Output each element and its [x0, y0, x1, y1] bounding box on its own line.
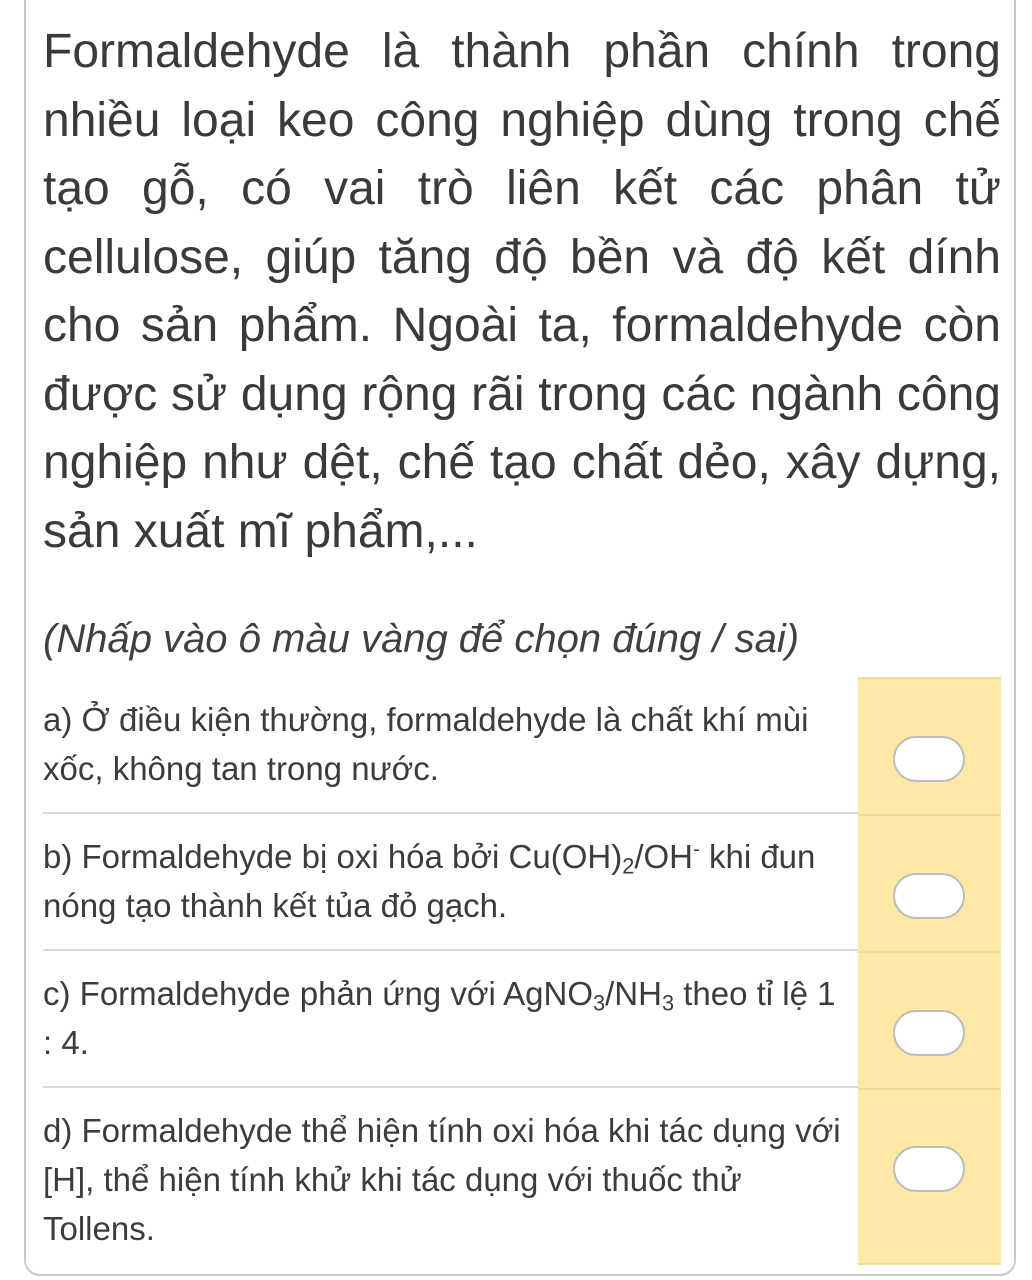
answer-cell-d[interactable] [858, 1088, 1001, 1265]
answer-toggle-d[interactable] [893, 1146, 965, 1192]
answer-cell-b[interactable] [858, 814, 1001, 951]
answer-toggle-a[interactable] [893, 736, 965, 782]
question-passage: Formaldehyde là thành phần chính trong nhiều loại keo công nghiệp dùng trong chế tạo gỗ, có vai trò liên kết các phân tử cellulose, giúp tăng độ bền và độ kết dính cho sản phẩm. Ngoài ta, formaldehyde còn được sử dụng rộng rãi trong các ngành công nghiệp như dệt, chế tạo chất dẻo, xây dựng, sản xuất mĩ phẩm,... [43, 25, 1001, 558]
answer-cell-a[interactable] [858, 677, 1001, 814]
statement-text-a: a) Ở điều kiện thường, formaldehyde là chất khí mùi xốc, không tan trong nước. [43, 701, 809, 787]
true-false-statements [43, 677, 1001, 1265]
statement-row-c [43, 951, 1001, 1088]
answer-cell-c[interactable] [858, 951, 1001, 1088]
statement-row-a [43, 677, 1001, 814]
statement-row-b [43, 814, 1001, 951]
instruction-text: (Nhấp vào ô màu vàng để chọn đúng / sai) [43, 617, 800, 661]
statement-row-d [43, 1088, 1001, 1265]
answer-toggle-b[interactable] [893, 873, 965, 919]
statement-text-d: d) Formaldehyde thể hiện tính oxi hóa khi tác dụng với [H], thể hiện tính khử khi tác dụng với thuốc thử Tollens. [43, 1112, 841, 1247]
statement-text-b: b) Formaldehyde bị oxi hóa bởi $Cu(OH)_2/OH^-$ khi đun nóng tạo thành kết tủa đỏ gạch. [43, 837, 816, 924]
statement-text-c: c) Formaldehyde phản ứng với $AgNO_3/NH_3$ theo tỉ lệ 1 : 4. [43, 975, 836, 1061]
answer-toggle-c[interactable] [893, 1010, 965, 1056]
